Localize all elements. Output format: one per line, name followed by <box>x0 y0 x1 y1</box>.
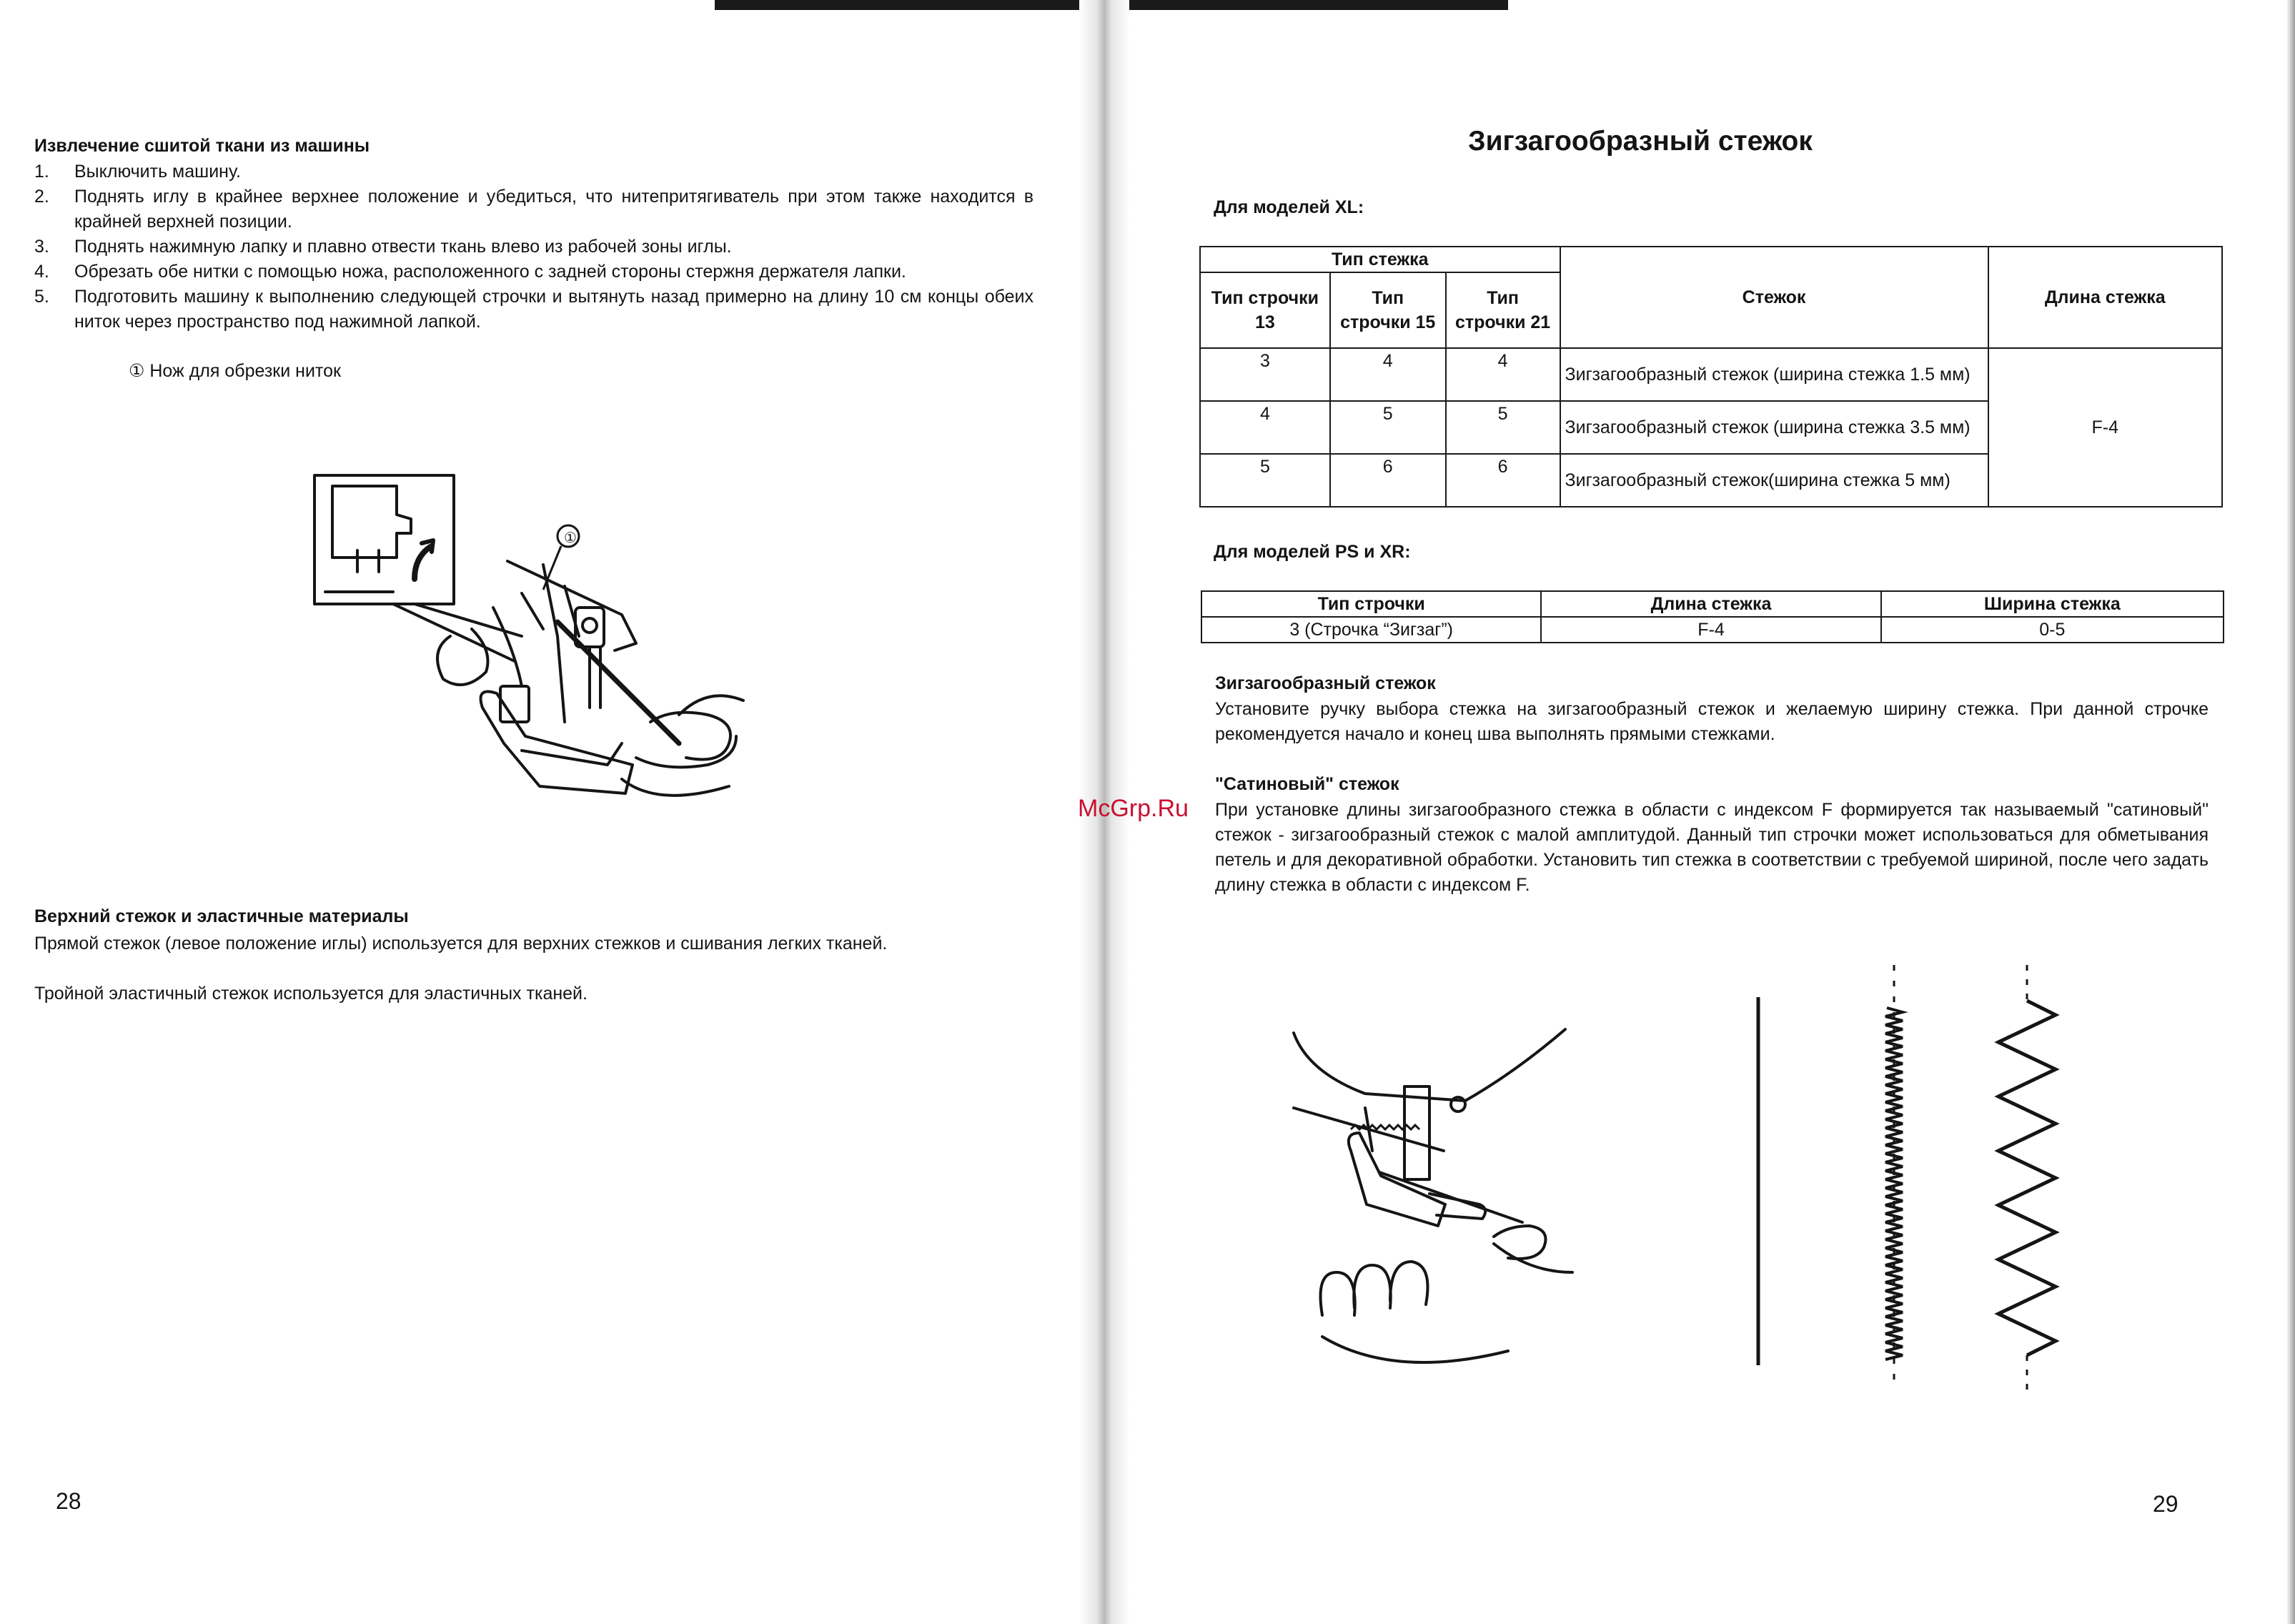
ps-stitch-table <box>1201 590 2224 643</box>
header-stitch-width: Ширина стежка <box>1881 591 2224 617</box>
ps-models-label: Для моделей PS и XR: <box>1214 542 1411 562</box>
xl-models-label: Для моделей XL: <box>1214 197 1364 217</box>
step-text: Поднять нажимную лапку и плавно отвести ткань влево из рабочей зоны иглы. <box>74 237 732 257</box>
header-type-15: Тип строчки 15 <box>1330 272 1446 348</box>
satin-stitch-sample <box>1885 965 1903 1387</box>
cell-stitch: Зигзагообразный стежок (ширина стежка 3.5 мм) <box>1560 401 1988 454</box>
list-item <box>34 234 1034 259</box>
topstitch-para-2: Тройной эластичный стежок используется для эластичных тканей. <box>34 984 588 1004</box>
stitch-samples <box>1744 958 2187 1401</box>
cell-type-15: 6 <box>1330 454 1446 507</box>
cell-type-21: 4 <box>1446 348 1560 401</box>
header-type-13: Тип строчки 13 <box>1200 272 1330 348</box>
step-text: Обрезать обе нитки с помощью ножа, расположенного с задней стороны стержня держателя лапки. <box>74 262 906 282</box>
table-row <box>1200 348 2222 401</box>
cell-stitch: Зигзагообразный стежок (ширина стежка 1.5 мм) <box>1560 348 1988 401</box>
header-stitch-line-type: Тип строчки <box>1201 591 1541 617</box>
left-page <box>0 0 1094 1624</box>
zigzag-subtitle: Зигзагообразный стежок <box>1215 673 1436 693</box>
cell-type-13: 3 <box>1200 348 1330 401</box>
removal-title: Извлечение сшитой ткани из машины <box>34 136 370 156</box>
step-number: 5. <box>34 287 49 307</box>
page-title: Зигзагообразный стежок <box>1468 126 1813 157</box>
header-stitch-length: Длина стежка <box>1988 247 2222 348</box>
zigzag-stitch-sample <box>1998 965 2056 1394</box>
thread-cutting-illustration <box>307 472 793 843</box>
cell-type-21: 5 <box>1446 401 1560 454</box>
list-item <box>34 259 1034 284</box>
list-item <box>34 284 1034 335</box>
cell-stitch: Зигзагообразный стежок(ширина стежка 5 мм) <box>1560 454 1988 507</box>
step-text: Подготовить машину к выполнению следующей строчки и вытянуть назад примерно на длину 10 см концы обеих ниток через пространство под нажимной лапкой. <box>74 287 1034 332</box>
page-number-left: 28 <box>56 1488 81 1514</box>
cell-stitch-length: F-4 <box>1541 617 1880 643</box>
cell-stitch-width: 0-5 <box>1881 617 2224 643</box>
step-number: 1. <box>34 162 49 182</box>
cell-type-15: 4 <box>1330 348 1446 401</box>
list-item <box>34 184 1034 234</box>
topstitch-para-1: Прямой стежок (левое положение иглы) используется для верхних стежков и сшивания легких тканей. <box>34 934 888 954</box>
xl-stitch-table <box>1199 246 2223 508</box>
removal-steps <box>34 159 1034 335</box>
satin-text: При установке длины зигзагообразного стежка в области с индексом F формируется так называемый "сатиновый" стежок - зигзагообразный стежок с малой амплитудой. Данный тип строчки может использоваться для обметывания петель и для декоративной обработки. Установить тип стежка в соответствии с требуемой шириной, после чего задать длину стежка в области с индексом F. <box>1215 800 2209 895</box>
watermark: McGrp.Ru <box>1078 795 1189 822</box>
header-stitch-length: Длина стежка <box>1541 591 1880 617</box>
cell-length: F-4 <box>1988 348 2222 507</box>
table-row <box>1201 617 2224 643</box>
cell-type-15: 5 <box>1330 401 1446 454</box>
callout-label: ① <box>564 530 577 546</box>
step-number: 3. <box>34 237 49 257</box>
header-type-21: Тип строчки 21 <box>1446 272 1560 348</box>
list-item <box>34 159 1034 184</box>
step-text: Поднять иглу в крайнее верхнее положение и убедиться, что нитепритягиватель при этом также находится в крайней верхней позиции. <box>74 187 1034 232</box>
sewing-illustration <box>1279 1001 1737 1372</box>
right-page <box>1115 0 2295 1624</box>
thread-cutter-note: ① Нож для обрезки ниток <box>129 361 341 381</box>
step-number: 2. <box>34 187 49 207</box>
satin-subtitle: "Сатиновый" стежок <box>1215 774 1399 794</box>
cell-stitch-line-type: 3 (Строчка “Зигзаг”) <box>1201 617 1541 643</box>
cell-type-21: 6 <box>1446 454 1560 507</box>
step-text: Выключить машину. <box>74 162 241 182</box>
header-stitch-type: Тип стежка <box>1200 247 1560 272</box>
topstitch-title: Верхний стежок и эластичные материалы <box>34 906 409 926</box>
zigzag-text: Установите ручку выбора стежка на зигзагообразный стежок и желаемую ширину стежка. При данной строчке рекомендуется начало и конец шва выполнять прямыми стежками. <box>1215 699 2209 744</box>
cell-type-13: 5 <box>1200 454 1330 507</box>
header-stitch: Стежок <box>1560 247 1988 348</box>
step-number: 4. <box>34 262 49 282</box>
cell-type-13: 4 <box>1200 401 1330 454</box>
page-number-right: 29 <box>2153 1491 2178 1517</box>
